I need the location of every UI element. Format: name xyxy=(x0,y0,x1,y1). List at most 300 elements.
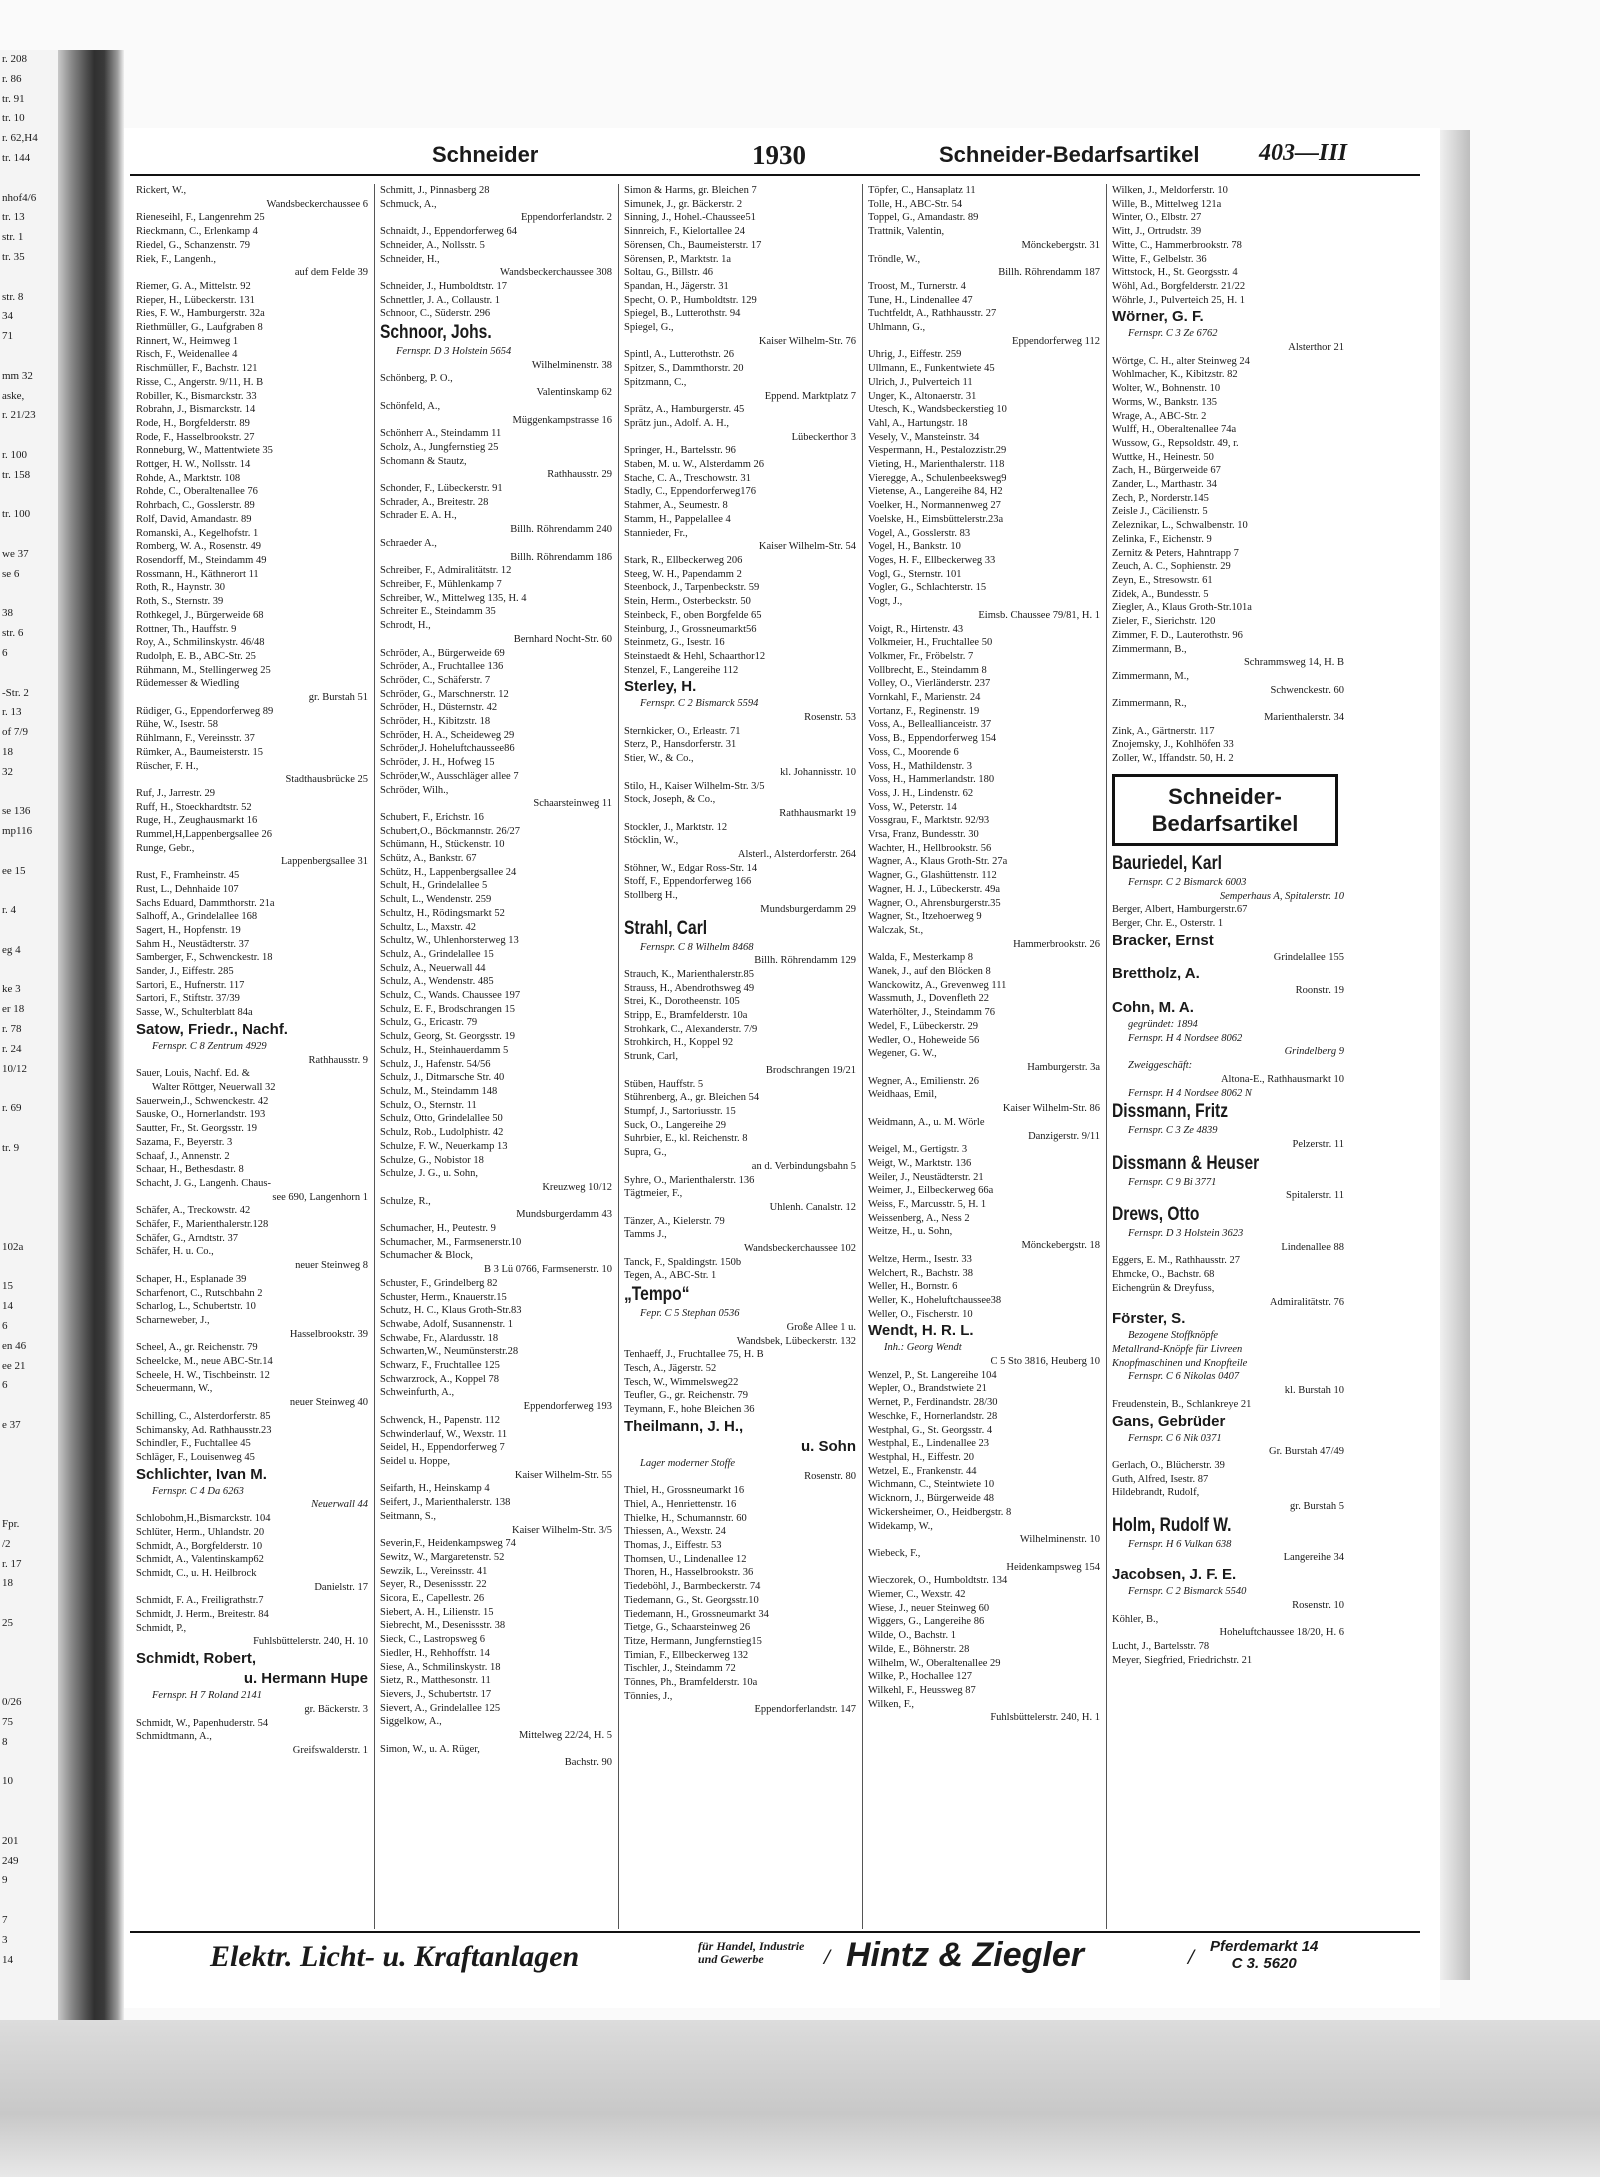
directory-entry: Risch, F., Weidenallee 4 xyxy=(136,349,238,361)
directory-entry: Lager moderner Stoffe xyxy=(640,1457,736,1469)
left-page-line: tr. 91 xyxy=(2,92,25,105)
directory-entry: Schmidt, W., Papenhuderstr. 54 xyxy=(136,1717,269,1729)
directory-entry: Sewitz, W., Margaretenstr. 52 xyxy=(380,1551,505,1563)
directory-entry: Scharfenort, C., Rutschbahn 2 xyxy=(136,1287,263,1299)
directory-entry: Vieregge, A., Schulenbeeksweg9 xyxy=(868,472,1007,484)
left-page-line: ke 3 xyxy=(2,983,21,996)
footer-separator: / xyxy=(824,1944,831,1969)
directory-entry: Schrammsweg 14, H. B xyxy=(1243,657,1344,669)
left-page-line xyxy=(0,1654,58,1674)
directory-entry: Stadthausbrücke 25 xyxy=(285,774,368,786)
directory-entry: Valentinskamp 62 xyxy=(536,387,612,399)
footer-firm-name: Hintz & Ziegler xyxy=(846,1936,1085,1974)
directory-entry: Schulz, J., Hafenstr. 54/56 xyxy=(380,1058,491,1070)
directory-entry: Sietz, R., Matthesonstr. 11 xyxy=(380,1675,491,1687)
left-page-line: tr. 10 xyxy=(2,112,25,125)
directory-entry: Bezogene Stoffknöpfe xyxy=(1128,1330,1219,1342)
left-page-line xyxy=(0,1456,58,1476)
directory-entry: Thiel, A., Henriettenstr. 16 xyxy=(624,1498,737,1510)
directory-entry: Zeyn, E., Stresowstr. 61 xyxy=(1112,574,1213,586)
directory-entry: Rischmüller, F., Bachstr. 121 xyxy=(136,363,258,375)
left-page-line xyxy=(0,1673,58,1693)
directory-entry: Wussow, G., Repsoldstr. 49, r. xyxy=(1112,437,1239,449)
directory-entry: Thomsen, U., Lindenallee 12 xyxy=(624,1553,747,1565)
directory-entry: Syhre, O., Marienthalerstr. 136 xyxy=(624,1174,755,1186)
directory-entry: Satow, Friedr., Nachf. xyxy=(136,1020,288,1038)
directory-entry: Rüdiger, G., Eppendorferweg 89 xyxy=(136,705,274,717)
header-rule xyxy=(130,174,1420,176)
directory-entry: Schäfer, H. u. Co., xyxy=(136,1246,214,1258)
directory-entry: Stilo, H., Kaiser Wilhelm-Str. 3/5 xyxy=(624,780,765,792)
directory-entry: Billh. Röhrendamm 129 xyxy=(754,955,856,967)
directory-entry: Witte, F., Gelbelstr. 36 xyxy=(1112,253,1207,265)
directory-entry: Rathhausstr. 9 xyxy=(308,1054,368,1066)
directory-entry: Roth, R., Haynstr. 30 xyxy=(136,582,225,594)
footer-subline-1: für Handel, Industrie xyxy=(698,1939,805,1953)
directory-entry: Fernspr. C 2 Bismarck 5594 xyxy=(640,698,759,710)
directory-entry: Schulz, M., Steindamm 148 xyxy=(380,1086,498,1097)
left-page-line: tr. 9 xyxy=(2,1141,20,1154)
directory-entry: Schwinderlauf, W., Wexstr. 11 xyxy=(380,1428,508,1440)
directory-entry: Pelzerstr. 11 xyxy=(1292,1138,1344,1150)
directory-entry: Rüscher, F. H., xyxy=(136,760,199,772)
directory-entry: Stollberg H., xyxy=(624,890,678,902)
directory-entry: Müggenkampstrasse 16 xyxy=(512,414,612,426)
directory-entry: Holm, Rudolf W. xyxy=(1112,1514,1232,1536)
directory-entry: Wohlmacher, K., Kibitzstr. 82 xyxy=(1112,369,1238,381)
directory-entry: Voigt, R., Hirtenstr. 43 xyxy=(868,623,964,635)
directory-entry: Thiel, H., Grossneumarkt 16 xyxy=(624,1485,745,1497)
directory-entry: Schumacher & Block, xyxy=(380,1250,474,1262)
directory-entry: Schulz, A., Wendenstr. 485 xyxy=(380,976,494,988)
directory-entry: Wöhl, Ad., Borgfelderstr. 21/22 xyxy=(1112,280,1246,292)
directory-entry: Schulze, J. G., u. Sohn, xyxy=(380,1168,478,1180)
directory-entry: Grindelberg 9 xyxy=(1284,1046,1344,1058)
directory-entry: Wulff, H., Oberaltenallee 74a xyxy=(1112,424,1237,436)
directory-entry: Wendt, H. R. L. xyxy=(868,1322,974,1340)
directory-entry: Sachs Eduard, Dammthorstr. 21a xyxy=(136,897,275,909)
directory-entry: Rümker, A., Baumeisterstr. 15 xyxy=(136,746,264,758)
directory-entry: Schütz, H., Lappenbergsallee 24 xyxy=(380,866,517,878)
directory-entry: Zach, H., Bürgerweide 67 xyxy=(1112,465,1221,477)
directory-entry: Vesely, V., Mansteinstr. 34 xyxy=(868,431,980,443)
left-page-line: e 37 xyxy=(2,1418,21,1431)
directory-entry: Uhlenh. Canalstr. 12 xyxy=(769,1201,856,1213)
directory-entry: Metallrand-Knöpfe für Livreen xyxy=(1112,1344,1243,1355)
directory-entry: Tischler, J., Steindamm 72 xyxy=(624,1663,736,1675)
directory-entry: Gerlach, O., Blücherstr. 39 xyxy=(1112,1459,1225,1471)
directory-entry: Schröder, J. H., Hofweg 15 xyxy=(380,757,495,769)
header-left-keyword: Schneider xyxy=(432,142,539,167)
directory-entry: Schlüter, Herm., Uhlandstr. 20 xyxy=(136,1526,265,1538)
directory-entry: Ullmann, E., Funkentwiete 45 xyxy=(868,363,995,375)
directory-entry: Zeisle J., Cäcilienstr. 5 xyxy=(1112,506,1208,518)
directory-entry: Spiegel, B., Lutterothstr. 94 xyxy=(624,308,741,320)
left-page-line xyxy=(0,525,58,545)
left-page-line: 38 xyxy=(2,607,13,620)
directory-entry: Lindenallee 88 xyxy=(1281,1241,1344,1253)
directory-entry: Wolter, W., Bohnenstr. 10 xyxy=(1112,383,1221,395)
directory-entry: Strohkark, C., Alexanderstr. 7/9 xyxy=(624,1023,758,1035)
directory-entry: Schweinfurth, A., xyxy=(380,1387,455,1399)
directory-entry: Sprätz jun., Adolf. A. H., xyxy=(624,417,729,429)
directory-entry: Schuster, F., Grindelberg 82 xyxy=(380,1277,498,1289)
directory-entry: Runge, Gebr., xyxy=(136,842,195,854)
directory-entry: Spiegel, G., xyxy=(624,322,674,334)
directory-entry: Theilmann, J. H., xyxy=(624,1417,744,1435)
directory-entry: Schaar, H., Bethesdastr. 8 xyxy=(136,1164,244,1176)
directory-entry: Sahm H., Neustädterstr. 37 xyxy=(136,938,250,950)
directory-entry: Spitzer, S., Dammthorstr. 20 xyxy=(624,363,744,375)
directory-entry: Volley, O., Vierländerstr. 237 xyxy=(868,678,991,690)
left-page-fragment xyxy=(0,50,59,2020)
directory-entry: Strunk, Carl, xyxy=(624,1051,678,1063)
directory-entry: Billh. Röhrendamm 240 xyxy=(510,524,612,536)
directory-entry: Timian, F., Ellbeckerweg 132 xyxy=(624,1649,749,1661)
directory-entry: Drews, Otto xyxy=(1112,1204,1200,1226)
directory-entry: Meyer, Siegfried, Friedrichstr. 21 xyxy=(1112,1654,1253,1666)
left-page-line xyxy=(0,1159,58,1179)
left-page-line: 10 xyxy=(2,1775,13,1788)
directory-entry: Wiggers, G., Langereihe 86 xyxy=(868,1616,985,1628)
directory-entry: gegründet: 1894 xyxy=(1128,1019,1198,1031)
directory-entry: Schulz, O., Sternstr. 11 xyxy=(380,1099,477,1111)
directory-entry: Fernspr. D 3 Holstein 3623 xyxy=(1128,1228,1244,1240)
directory-entry: Billh. Röhrendamm 186 xyxy=(510,551,612,563)
left-page-line xyxy=(0,1495,58,1515)
left-page-line xyxy=(0,1594,58,1614)
directory-entry: Danielstr. 17 xyxy=(314,1581,368,1593)
directory-entry: see 690, Langenhorn 1 xyxy=(272,1191,368,1203)
directory-entry: Sörensen, P., Marktstr. 1a xyxy=(624,253,732,265)
directory-entry: Rüdemesser & Wiedling xyxy=(136,678,240,690)
directory-entry: Tänzer, A., Kielerstr. 79 xyxy=(624,1215,725,1227)
directory-entry: Riedel, G., Schanzenstr. 79 xyxy=(136,239,251,251)
directory-entry: Wiemer, C., Wexstr. 42 xyxy=(868,1589,966,1601)
directory-entry: Rohde, A., Marktstr. 108 xyxy=(136,472,241,484)
directory-entry: kl. Johannisstr. 10 xyxy=(780,766,856,778)
left-page-line xyxy=(0,664,58,684)
directory-entry: Widekamp, W., xyxy=(868,1520,933,1532)
left-page-line: we 37 xyxy=(2,547,29,560)
directory-entry: Tanck, F., Spaldingstr. 150b xyxy=(624,1256,742,1268)
directory-entry: Stamm, H., Pappelallee 4 xyxy=(624,513,731,525)
directory-entry: Wepler, O., Brandstwiete 21 xyxy=(868,1383,987,1395)
left-page-line xyxy=(0,1753,58,1773)
directory-entry: Tegen, A., ABC-Str. 1 xyxy=(624,1270,717,1282)
directory-entry: Rossmann, H., Käthnerort 11 xyxy=(136,568,259,580)
directory-entry: Steinburg, J., Grossneumarkt56 xyxy=(624,623,757,635)
directory-entry: Sinning, J., Hohel.-Chaussee51 xyxy=(624,212,756,224)
directory-entry: Berger, Albert, Hamburgerstr.67 xyxy=(1112,904,1248,916)
directory-entry: Westphal, E., Lindenallee 23 xyxy=(868,1438,990,1450)
left-page-line xyxy=(0,921,58,941)
left-page-line: 32 xyxy=(2,765,13,778)
left-page-line xyxy=(0,782,58,802)
directory-entry: Tönnies, J., xyxy=(624,1690,673,1702)
directory-entry: Walter Röttger, Neuerwall 32 xyxy=(152,1082,276,1093)
directory-entry: Rohde, C., Oberaltenallee 76 xyxy=(136,486,258,498)
directory-entry: Mittelweg 22/24, H. 5 xyxy=(518,1730,612,1742)
directory-entry: Alsterl., Alsterdorferstr. 264 xyxy=(737,849,856,861)
directory-entry: Walczak, St., xyxy=(868,924,924,936)
directory-entry: Inh.: Georg Wendt xyxy=(884,1342,962,1354)
directory-entry: Schulz, E. F., Brodschrangen 15 xyxy=(380,1003,516,1015)
directory-entry: Thoren, H., Hasselbrookstr. 36 xyxy=(624,1567,754,1579)
running-header xyxy=(124,138,1414,174)
directory-entry: Seifarth, H., Heinskamp 4 xyxy=(380,1483,490,1495)
directory-entry: Wagner, St., Itzehoerweg 9 xyxy=(868,911,982,923)
directory-entry: Schneider, A., Nollsstr. 5 xyxy=(380,239,485,251)
directory-entry: Schmidt, F. A., Freiligrathstr.7 xyxy=(136,1595,264,1607)
directory-entry: Schmidt, C., u. H. Heilbrock xyxy=(136,1567,257,1579)
directory-entry: Rottger, H. W., Nollsstr. 14 xyxy=(136,459,251,471)
directory-entry: Voss, J. H., Lindenstr. 62 xyxy=(868,787,974,799)
directory-entry: Fuhlsbüttelerstr. 240, H. 10 xyxy=(253,1636,368,1648)
directory-entry: Cohn, M. A. xyxy=(1112,999,1194,1017)
directory-entry: Supra, G., xyxy=(624,1147,667,1159)
directory-entry: Westphal, G., St. Georgsstr. 4 xyxy=(868,1424,993,1436)
directory-entry: Eppendorferlandstr. 2 xyxy=(521,212,612,224)
directory-entry: Weigel, M., Gertigstr. 3 xyxy=(868,1144,968,1156)
directory-entry: Scheel, A., gr. Reichenstr. 79 xyxy=(136,1342,258,1354)
directory-entry: Romanski, A., Kegelhofstr. 1 xyxy=(136,527,259,539)
directory-entry: Ehmcke, O., Bachstr. 68 xyxy=(1112,1269,1215,1281)
directory-entry: auf dem Felde 39 xyxy=(294,267,368,279)
page-number: 403—III xyxy=(1259,140,1348,166)
directory-entry: Schümann, H., Stückenstr. 10 xyxy=(380,839,505,851)
footer-slogan: Elektr. Licht- u. Kraftanlagen xyxy=(210,1940,580,1973)
directory-entry: Schuster, Herm., Knauerstr.15 xyxy=(380,1291,507,1303)
category-banner-line-1: Schneider- xyxy=(1168,783,1282,809)
directory-entry: Wilde, E., Böhnerstr. 28 xyxy=(868,1643,970,1655)
directory-entry: Wittstock, H., St. Georgsstr. 4 xyxy=(1112,267,1238,279)
directory-entry: Stöhner, W., Edgar Ross-Str. 14 xyxy=(624,862,758,874)
directory-entry: Wachter, H., Hellbrookstr. 56 xyxy=(868,842,992,854)
left-page-line: aske, xyxy=(2,389,25,402)
directory-entry: Schulz, Otto, Grindelallee 50 xyxy=(380,1113,503,1125)
left-page-line: tr. 100 xyxy=(2,508,31,521)
left-page-line: tr. 13 xyxy=(2,211,25,224)
directory-entry: Uhrig, J., Eiffestr. 259 xyxy=(868,349,962,361)
directory-entry: Fernspr. C 8 Zentrum 4929 xyxy=(152,1040,267,1052)
directory-entry: Romberg, W. A., Rosenstr. 49 xyxy=(136,541,261,553)
directory-entry: Schönberg, P. O., xyxy=(380,373,453,385)
directory-page xyxy=(124,128,1440,2008)
directory-entry: Rottner, Th., Hauffstr. 9 xyxy=(136,623,237,635)
directory-entry: Waterhölter, J., Steindamm 76 xyxy=(868,1007,996,1019)
directory-entry: Ries, F. W., Hamburgerstr. 32a xyxy=(136,308,265,320)
directory-entry: Schaarsteinweg 11 xyxy=(533,798,612,810)
directory-entry: Witte, C., Hammerbrookstr. 78 xyxy=(1112,239,1242,251)
directory-entry: Schrodt, H., xyxy=(380,620,431,632)
directory-entry: Rühe, W., Isestr. 58 xyxy=(136,719,218,731)
directory-entry: Tesch, W., Wimmelsweg22 xyxy=(624,1376,739,1388)
directory-entry: Schreiber, F., Admiralitätstr. 12 xyxy=(380,565,512,577)
directory-entry: Riemer, G. A., Mittelstr. 92 xyxy=(136,280,251,292)
directory-entry: Vespermann, H., Pestalozzistr.29 xyxy=(868,445,1007,457)
directory-entry: Schaaf, J., Annenstr. 2 xyxy=(136,1150,230,1162)
directory-entry: Tiedemann, G., St. Georgsstr.10 xyxy=(624,1594,759,1606)
directory-entry: Schwabe, Fr., Alardusstr. 18 xyxy=(380,1332,499,1344)
directory-entry: Schmidt, Robert, xyxy=(136,1650,257,1668)
directory-entry: Schnettler, J. A., Collaustr. 1 xyxy=(380,294,501,306)
directory-entry: Severin,F., Heidenkampsweg 74 xyxy=(380,1538,516,1550)
directory-entry: Volkmeier, H., Fruchtallee 50 xyxy=(868,637,993,649)
directory-entry: Schröder, A., Bürgerweide 69 xyxy=(380,647,505,659)
directory-entry: Soltau, G., Billstr. 46 xyxy=(624,267,713,279)
directory-entry: Langereihe 34 xyxy=(1283,1552,1344,1564)
directory-entry: Titze, Hermann, Jungfernstieg15 xyxy=(624,1635,762,1647)
directory-entry: Wrage, A., ABC-Str. 2 xyxy=(1112,410,1207,422)
directory-entry: Schneider, J., Humboldtstr. 17 xyxy=(380,280,508,292)
directory-entry: u. Hermann Hupe xyxy=(243,1670,368,1688)
directory-entry: Zelinka, F., Eichenstr. 9 xyxy=(1112,533,1212,545)
directory-entry: Fernspr. H 7 Roland 2141 xyxy=(152,1690,262,1702)
directory-entry: Siebert, A. H., Lilienstr. 15 xyxy=(380,1606,494,1618)
directory-entry: Schwarten,W., Neumünsterstr.28 xyxy=(380,1346,519,1358)
directory-entry: Dissmann, Fritz xyxy=(1112,1101,1229,1123)
directory-entry: Vollbrecht, E., Steindamm 8 xyxy=(868,664,987,676)
footer-address-2: C 3. 5620 xyxy=(1231,1955,1297,1972)
directory-entry: Wandsbeckerchaussee 102 xyxy=(744,1243,856,1255)
directory-entry: Vortanz, F., Reginenstr. 19 xyxy=(868,705,980,717)
directory-entry: Schröder, G., Marschnerstr. 12 xyxy=(380,688,509,700)
directory-entry: Spintl, A., Lutterothstr. 26 xyxy=(624,349,734,361)
directory-entry: C 5 Sto 3816, Heuberg 10 xyxy=(990,1356,1100,1368)
column-divider xyxy=(618,184,619,1929)
column-5 xyxy=(1112,184,1344,1929)
directory-entry: Roonstr. 19 xyxy=(1295,985,1344,997)
directory-entry: Schulz, H., Steinhauerdamm 5 xyxy=(380,1044,509,1056)
directory-entry: Wandsbeckerchaussee 308 xyxy=(500,267,612,279)
directory-entry: Weiss, F., Marcusstr. 5, H. 1 xyxy=(868,1199,987,1211)
directory-entry: Grindelallee 155 xyxy=(1273,951,1344,963)
directory-entry: Znojemsky, J., Kohlhöfen 33 xyxy=(1112,739,1234,751)
directory-entry: Rosendorff, M., Steindamm 49 xyxy=(136,554,267,566)
directory-entry: Sauer, Louis, Nachf. Ed. & xyxy=(136,1068,250,1080)
directory-entry: Schlichter, Ivan M. xyxy=(136,1465,267,1483)
directory-entry: Sprätz, A., Hamburgerstr. 45 xyxy=(624,404,745,416)
left-page-line: 14 xyxy=(2,1300,13,1313)
directory-entry: Tamms J., xyxy=(624,1229,667,1241)
directory-entry: Wicknorn, J., Bürgerweide 48 xyxy=(868,1493,994,1505)
directory-entry: Eppendorferweg 193 xyxy=(523,1401,612,1413)
directory-entry: Hildebrandt, Rudolf, xyxy=(1112,1487,1200,1499)
directory-entry: Schröder, A., Fruchtallee 136 xyxy=(380,661,504,673)
directory-entry: Seidel u. Hoppe, xyxy=(380,1455,450,1467)
left-page-line: r. 78 xyxy=(2,1023,22,1036)
directory-entry: kl. Burstah 10 xyxy=(1284,1385,1344,1397)
directory-entry: Thomas, J., Eiffestr. 53 xyxy=(624,1539,722,1551)
directory-entry: Fernspr. D 3 Holstein 5654 xyxy=(396,346,512,358)
directory-entry: Wilken, J., Meldorferstr. 10 xyxy=(1112,185,1228,196)
directory-entry: Sazama, F., Beyerstr. 3 xyxy=(136,1136,233,1148)
left-page-line: of 7/9 xyxy=(2,726,28,739)
directory-entry: Weidhaas, Emil, xyxy=(868,1089,937,1101)
directory-entry: Zech, P., Norderstr.145 xyxy=(1112,492,1209,504)
directory-entry: Wilhelm, W., Oberaltenallee 29 xyxy=(868,1657,1001,1669)
directory-entry: Schomann & Stautz, xyxy=(380,455,467,467)
directory-entry: Stockler, J., Marktstr. 12 xyxy=(624,821,728,833)
left-page-line xyxy=(0,585,58,605)
header-year: 1930 xyxy=(752,140,806,170)
directory-entry: Tiedemann, H., Grossneumarkt 34 xyxy=(624,1608,769,1620)
directory-entry: Teufler, G., gr. Reichenstr. 79 xyxy=(624,1390,748,1402)
directory-entry: Schmidt, A., Valentinskamp62 xyxy=(136,1554,264,1566)
directory-entry: Schutz, H. C., Klaus Groth-Str.83 xyxy=(380,1305,522,1317)
directory-entry: Wanckowitz, A., Grevenweg 111 xyxy=(868,979,1007,991)
directory-entry: Neuerwall 44 xyxy=(311,1499,368,1511)
directory-entry: Schrader E. A. H., xyxy=(380,510,457,522)
directory-entry: Schröder,J. Hoheluftchaussee86 xyxy=(380,743,515,755)
directory-entry: Fernspr. C 9 Bi 3771 xyxy=(1128,1176,1217,1188)
directory-entry: Schreiber, F., Mühlenkamp 7 xyxy=(380,578,502,590)
directory-entry: Bernhard Nocht-Str. 60 xyxy=(513,633,612,645)
directory-entry: Wöhrle, J., Pulverteich 25, H. 1 xyxy=(1112,294,1245,306)
left-page-line: str. 8 xyxy=(2,290,24,303)
directory-entry: Seitmann, S., xyxy=(380,1510,437,1522)
directory-entry: Schlobohm,H.,Bismarckstr. 104 xyxy=(136,1513,271,1525)
left-page-line: /2 xyxy=(2,1537,11,1550)
directory-entry: Rode, H., Borgfelderstr. 89 xyxy=(136,417,250,429)
left-page-line: 102a xyxy=(2,1240,24,1253)
left-page-line: r. 100 xyxy=(2,448,28,461)
directory-entry: Fernspr. H 4 Nordsee 8062 xyxy=(1128,1032,1243,1044)
directory-entry: Schulz, A., Neuerwall 44 xyxy=(380,962,486,974)
left-page-line: tr. 144 xyxy=(2,151,31,164)
directory-entry: Rohrbach, C., Gosslerstr. 89 xyxy=(136,500,255,512)
directory-entry: Steeg, W. H., Papendamm 2 xyxy=(624,568,742,580)
left-page-line: en 46 xyxy=(2,1339,27,1352)
directory-entry: Schröder, H. A., Scheideweg 29 xyxy=(380,729,515,741)
directory-entry: Große Allee 1 u. xyxy=(786,1321,856,1333)
directory-entry: Rosenstr. 10 xyxy=(1292,1599,1344,1611)
footer-rule xyxy=(130,1931,1420,1933)
directory-entry: Schonder, F., Lübeckerstr. 91 xyxy=(380,483,503,495)
left-page-line xyxy=(0,1634,58,1654)
left-page-line: 6 xyxy=(2,1379,8,1392)
directory-entry: Ruf, J., Jarrestr. 29 xyxy=(136,787,216,799)
left-page-line: tr. 35 xyxy=(2,250,25,263)
directory-entry: Toppel, G., Amandastr. 89 xyxy=(868,212,979,224)
directory-entry: Strei, K., Dorotheenstr. 105 xyxy=(624,996,740,1008)
left-page-line: se 136 xyxy=(2,805,31,818)
directory-entry: „Tempo“ xyxy=(624,1284,690,1306)
directory-entry: gr. Burstah 51 xyxy=(308,692,368,704)
directory-entry: Stenzel, F., Langereihe 112 xyxy=(624,664,739,676)
directory-entry: Volkmer, Fr., Fröbelstr. 7 xyxy=(868,650,974,662)
directory-entry: Billh. Röhrendamm 187 xyxy=(998,267,1100,279)
left-page-line: r. 62,H4 xyxy=(2,132,38,145)
category-banner-line-2: Bedarfsartikel xyxy=(1151,810,1299,836)
directory-entry: Schwarzrock, A., Koppel 78 xyxy=(380,1373,499,1385)
left-page-line: Fpr. xyxy=(2,1517,20,1530)
directory-entry: Spitzmann, C., xyxy=(624,376,687,388)
directory-entry: Wernet, P., Ferdinandstr. 28/30 xyxy=(868,1397,998,1409)
directory-entry: Wilke, P., Hochallee 127 xyxy=(868,1671,972,1683)
left-page-line: 25 xyxy=(2,1616,13,1629)
directory-entry: Sieck, C., Lastropsweg 6 xyxy=(380,1634,485,1646)
column-divider xyxy=(1106,184,1107,1929)
directory-entry: Jacobsen, J. F. E. xyxy=(1112,1566,1237,1584)
directory-entry: Fernspr. C 2 Bismarck 6003 xyxy=(1128,876,1247,888)
directory-entry: Stannieder, Fr., xyxy=(624,527,688,539)
directory-entry: Schmidt, J. Herm., Breitestr. 84 xyxy=(136,1609,269,1621)
directory-entry: Voelske, H., Eimsbüttelerstr.23a xyxy=(868,513,1004,525)
directory-entry: Schilling, C., Alsterdorferstr. 85 xyxy=(136,1410,271,1422)
directory-entry: Stache, C. A., Treschowstr. 31 xyxy=(624,472,751,484)
